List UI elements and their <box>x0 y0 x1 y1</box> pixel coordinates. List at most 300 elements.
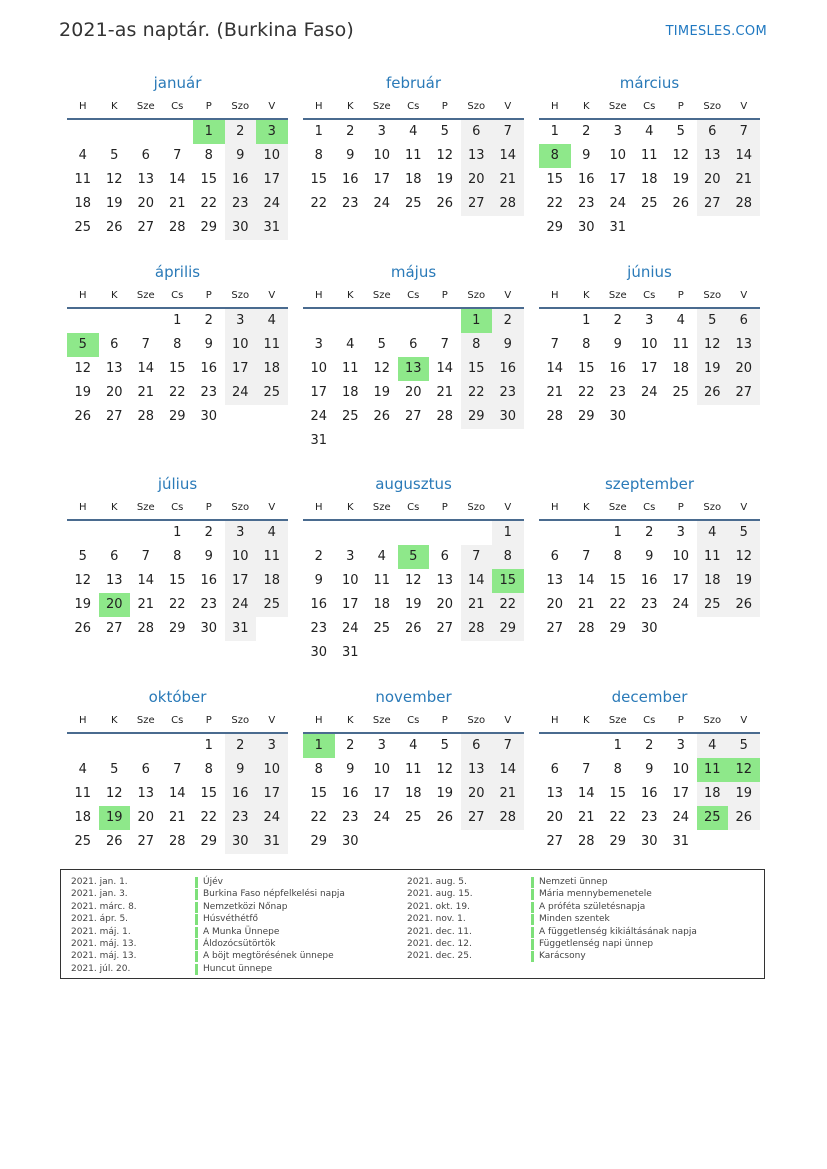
month-10 <box>67 686 288 854</box>
day-cell: 30 <box>577 220 595 235</box>
day-cell: 28 <box>168 834 186 849</box>
day-cell: 24 <box>373 810 391 825</box>
weekday-label: Sze <box>608 290 627 301</box>
weekday-label: Cs <box>407 290 420 301</box>
day-cell: 2 <box>204 313 213 328</box>
day-cell: 18 <box>404 786 422 801</box>
day-cell: 4 <box>645 124 654 139</box>
day-cell: 7 <box>582 549 591 564</box>
legend-holiday-name: A Munka Ünnepe <box>203 926 280 937</box>
day-cell: 27 <box>461 806 493 830</box>
day-cell: 13 <box>436 573 454 588</box>
day-cell: 22 <box>609 597 627 612</box>
weekday-header <box>303 96 524 118</box>
weekday-header <box>539 497 760 519</box>
day-cell: 28 <box>577 834 595 849</box>
legend-item <box>71 938 345 950</box>
day-cell: 31 <box>256 830 288 854</box>
legend-date: 2021. aug. 15. <box>407 889 473 900</box>
day-cell: 4 <box>409 124 418 139</box>
legend-item <box>407 938 697 950</box>
empty-cell <box>67 734 99 758</box>
day-cell: 5 <box>110 762 119 777</box>
weekday-label: P <box>677 715 684 726</box>
weekday-label: K <box>346 101 354 112</box>
day-cell: 14 <box>546 361 564 376</box>
day-cell: 28 <box>546 409 564 424</box>
day-cell: 9 <box>225 144 257 168</box>
day-cell: 23 <box>200 385 218 400</box>
weekday-label: Szo <box>467 502 486 513</box>
weekday-label: H <box>78 502 87 513</box>
day-cell: 7 <box>440 337 449 352</box>
day-cell: 8 <box>204 762 213 777</box>
day-cell: 31 <box>672 834 690 849</box>
day-cell: 21 <box>492 168 524 192</box>
day-cell: 19 <box>105 196 123 211</box>
day-cell: 18 <box>672 361 690 376</box>
weekday-label: K <box>110 101 118 112</box>
day-cell: 29 <box>168 621 186 636</box>
day-grid <box>303 734 524 854</box>
weekday-label: H <box>78 715 87 726</box>
day-cell: 13 <box>105 573 123 588</box>
day-cell: 1 <box>173 313 182 328</box>
day-cell: 15 <box>310 172 328 187</box>
day-cell: 26 <box>105 220 123 235</box>
weekday-label: Sze <box>136 290 155 301</box>
empty-cell <box>99 120 131 144</box>
legend-date: 2021. dec. 12. <box>407 938 472 949</box>
day-cell: 14 <box>492 758 524 782</box>
legend-date: 2021. aug. 5. <box>407 877 467 887</box>
month-name: szeptember <box>604 475 695 493</box>
weekday-label: V <box>504 101 512 112</box>
day-cell: 8 <box>314 762 323 777</box>
day-cell: 19 <box>728 569 760 593</box>
holiday-day: 25 <box>697 806 729 830</box>
empty-cell <box>429 309 461 333</box>
weekday-label: K <box>110 290 118 301</box>
day-grid <box>67 734 288 854</box>
day-cell: 20 <box>546 810 564 825</box>
empty-cell <box>162 734 194 758</box>
empty-cell <box>162 120 194 144</box>
day-cell: 22 <box>609 810 627 825</box>
day-cell: 30 <box>225 216 257 240</box>
day-cell: 29 <box>200 220 218 235</box>
day-cell: 5 <box>728 521 760 545</box>
day-cell: 17 <box>341 597 359 612</box>
weekday-header <box>67 710 288 732</box>
day-cell: 29 <box>609 834 627 849</box>
weekday-label: V <box>504 715 512 726</box>
day-cell: 25 <box>74 220 92 235</box>
day-cell: 6 <box>461 734 493 758</box>
day-cell: 30 <box>492 405 524 429</box>
day-cell: 1 <box>613 738 622 753</box>
day-cell: 28 <box>577 621 595 636</box>
day-cell: 13 <box>137 172 155 187</box>
day-cell: 19 <box>74 385 92 400</box>
legend-holiday-name: A próféta születésnapja <box>539 901 646 912</box>
day-cell: 15 <box>200 786 218 801</box>
day-cell: 10 <box>341 573 359 588</box>
weekday-label: P <box>441 101 448 112</box>
month-name: július <box>157 475 198 493</box>
legend-item <box>407 913 697 925</box>
legend-marker <box>195 927 198 938</box>
day-cell: 27 <box>137 220 155 235</box>
legend-marker <box>195 889 198 900</box>
day-cell: 22 <box>200 810 218 825</box>
day-grid <box>67 120 288 240</box>
day-cell: 15 <box>168 573 186 588</box>
legend-holiday-name: Függetlenség napi ünnep <box>539 938 654 949</box>
day-cell: 16 <box>341 172 359 187</box>
day-cell: 26 <box>728 593 760 617</box>
day-cell: 22 <box>577 385 595 400</box>
day-cell: 7 <box>582 762 591 777</box>
weekday-label: Szo <box>703 502 722 513</box>
day-cell: 11 <box>74 172 92 187</box>
day-cell: 12 <box>404 573 422 588</box>
day-cell: 26 <box>74 621 92 636</box>
day-cell: 21 <box>137 597 155 612</box>
month-name: november <box>375 688 452 706</box>
day-cell: 21 <box>436 385 454 400</box>
empty-cell <box>539 521 571 545</box>
month-2 <box>303 72 524 216</box>
legend-item <box>407 901 697 913</box>
day-cell: 19 <box>404 597 422 612</box>
legend-marker <box>195 902 198 913</box>
month-12 <box>539 686 760 854</box>
day-cell: 19 <box>436 786 454 801</box>
day-cell: 3 <box>346 549 355 564</box>
day-cell: 10 <box>256 144 288 168</box>
day-cell: 6 <box>141 762 150 777</box>
weekday-label: Cs <box>643 715 656 726</box>
day-cell: 17 <box>373 786 391 801</box>
legend-date: 2021. júl. 20. <box>71 963 131 974</box>
day-cell: 12 <box>436 148 454 163</box>
day-cell: 15 <box>310 786 328 801</box>
day-cell: 13 <box>461 758 493 782</box>
day-cell: 9 <box>492 333 524 357</box>
month-name: január <box>153 74 202 92</box>
legend-holiday-name: Áldozócsütörtök <box>203 938 276 949</box>
day-cell: 10 <box>609 148 627 163</box>
day-cell: 17 <box>672 786 690 801</box>
day-cell: 3 <box>225 521 257 545</box>
day-cell: 16 <box>609 361 627 376</box>
day-cell: 24 <box>373 196 391 211</box>
legend-holiday-name: Újév <box>203 877 223 887</box>
day-cell: 28 <box>728 192 760 216</box>
day-cell: 12 <box>105 172 123 187</box>
day-cell: 13 <box>105 361 123 376</box>
day-cell: 4 <box>697 734 729 758</box>
weekday-header <box>67 96 288 118</box>
day-cell: 1 <box>613 525 622 540</box>
day-cell: 11 <box>256 333 288 357</box>
day-cell: 22 <box>310 810 328 825</box>
day-cell: 5 <box>377 337 386 352</box>
day-cell: 6 <box>550 762 559 777</box>
empty-cell <box>571 521 603 545</box>
legend-date: 2021. dec. 25. <box>407 951 472 962</box>
legend-date: 2021. dec. 11. <box>407 926 472 937</box>
day-cell: 31 <box>225 617 257 641</box>
holiday-day: 13 <box>398 357 430 381</box>
day-cell: 31 <box>256 216 288 240</box>
day-cell: 2 <box>346 124 355 139</box>
day-cell: 23 <box>341 196 359 211</box>
day-cell: 22 <box>310 196 328 211</box>
day-grid <box>67 309 288 429</box>
day-grid <box>303 120 524 216</box>
day-cell: 7 <box>492 120 524 144</box>
month-9 <box>539 473 760 641</box>
day-cell: 25 <box>404 810 422 825</box>
day-cell: 16 <box>341 786 359 801</box>
month-8 <box>303 473 524 665</box>
holiday-day: 20 <box>99 593 131 617</box>
empty-cell <box>335 521 367 545</box>
day-cell: 7 <box>461 545 493 569</box>
day-cell: 16 <box>577 172 595 187</box>
day-cell: 11 <box>256 545 288 569</box>
day-cell: 25 <box>74 834 92 849</box>
day-cell: 4 <box>697 521 729 545</box>
day-cell: 18 <box>697 569 729 593</box>
weekday-label: H <box>314 101 323 112</box>
day-cell: 30 <box>341 834 359 849</box>
day-cell: 4 <box>78 148 87 163</box>
day-cell: 3 <box>676 525 685 540</box>
day-grid <box>539 521 760 641</box>
weekday-label: V <box>268 502 276 513</box>
day-cell: 2 <box>314 549 323 564</box>
day-cell: 10 <box>373 762 391 777</box>
month-name: augusztus <box>375 475 452 493</box>
day-cell: 24 <box>256 806 288 830</box>
weekday-label: P <box>441 290 448 301</box>
day-cell: 17 <box>373 172 391 187</box>
legend-holiday-name: Húsvéthétfő <box>203 914 258 925</box>
day-cell: 16 <box>200 573 218 588</box>
day-cell: 14 <box>137 573 155 588</box>
day-cell: 28 <box>137 409 155 424</box>
empty-cell <box>99 309 131 333</box>
holiday-day: 5 <box>398 545 430 569</box>
weekday-label: H <box>550 290 559 301</box>
weekday-label: P <box>205 502 212 513</box>
weekday-label: Sze <box>608 502 627 513</box>
day-cell: 12 <box>436 762 454 777</box>
day-cell: 28 <box>168 220 186 235</box>
day-cell: 24 <box>609 196 627 211</box>
day-cell: 29 <box>461 405 493 429</box>
day-cell: 6 <box>550 549 559 564</box>
day-cell: 24 <box>225 593 257 617</box>
day-cell: 31 <box>609 220 627 235</box>
day-cell: 6 <box>110 549 119 564</box>
day-cell: 12 <box>728 545 760 569</box>
day-cell: 26 <box>672 196 690 211</box>
legend-item <box>407 876 697 888</box>
day-cell: 25 <box>640 196 658 211</box>
day-cell: 8 <box>492 545 524 569</box>
day-cell: 15 <box>168 361 186 376</box>
empty-cell <box>130 309 162 333</box>
weekday-label: P <box>441 502 448 513</box>
day-cell: 31 <box>310 433 328 448</box>
day-cell: 5 <box>697 309 729 333</box>
day-cell: 20 <box>461 782 493 806</box>
day-cell: 23 <box>200 597 218 612</box>
day-cell: 9 <box>204 549 213 564</box>
legend-holiday-name: Nemzetközi Nőnap <box>203 901 288 912</box>
day-cell: 7 <box>173 762 182 777</box>
day-cell: 10 <box>672 762 690 777</box>
day-cell: 30 <box>200 409 218 424</box>
day-cell: 20 <box>697 168 729 192</box>
day-cell: 27 <box>728 381 760 405</box>
day-cell: 2 <box>613 313 622 328</box>
day-grid <box>539 120 760 240</box>
day-cell: 28 <box>492 192 524 216</box>
day-cell: 22 <box>168 385 186 400</box>
day-grid <box>539 309 760 429</box>
day-grid <box>67 521 288 641</box>
day-cell: 9 <box>346 148 355 163</box>
day-cell: 6 <box>461 120 493 144</box>
day-cell: 31 <box>341 645 359 660</box>
weekday-label: Sze <box>372 101 391 112</box>
brand-link[interactable]: TIMESLES.COM <box>665 24 767 39</box>
day-cell: 4 <box>256 521 288 545</box>
weekday-label: H <box>78 101 87 112</box>
day-cell: 19 <box>436 172 454 187</box>
day-cell: 28 <box>137 621 155 636</box>
legend-marker <box>531 939 534 950</box>
legend-item <box>71 913 345 925</box>
weekday-label: Cs <box>171 101 184 112</box>
day-cell: 23 <box>310 621 328 636</box>
day-cell: 29 <box>200 834 218 849</box>
day-cell: 2 <box>204 525 213 540</box>
weekday-label: Sze <box>608 715 627 726</box>
weekday-header <box>303 497 524 519</box>
empty-cell <box>130 734 162 758</box>
weekday-label: H <box>550 101 559 112</box>
day-cell: 23 <box>640 810 658 825</box>
day-cell: 18 <box>373 597 391 612</box>
day-cell: 13 <box>546 786 564 801</box>
day-cell: 21 <box>728 168 760 192</box>
day-cell: 18 <box>341 385 359 400</box>
weekday-label: Sze <box>136 502 155 513</box>
day-cell: 7 <box>728 120 760 144</box>
weekday-label: Sze <box>136 715 155 726</box>
day-cell: 3 <box>645 313 654 328</box>
month-name: május <box>390 263 437 281</box>
weekday-label: Cs <box>643 101 656 112</box>
day-cell: 17 <box>225 357 257 381</box>
legend-item <box>407 926 697 938</box>
holiday-day: 1 <box>461 309 493 333</box>
holiday-day: 15 <box>492 569 524 593</box>
legend-date: 2021. jan. 3. <box>71 889 128 900</box>
day-cell: 28 <box>461 617 493 641</box>
weekday-label: H <box>550 715 559 726</box>
holiday-day: 12 <box>728 758 760 782</box>
day-cell: 5 <box>78 549 87 564</box>
legend-marker <box>531 889 534 900</box>
month-4 <box>67 261 288 429</box>
month-3 <box>539 72 760 240</box>
day-cell: 18 <box>697 782 729 806</box>
day-cell: 5 <box>440 124 449 139</box>
day-cell: 4 <box>377 549 386 564</box>
day-cell: 29 <box>168 409 186 424</box>
day-cell: 1 <box>550 124 559 139</box>
weekday-label: Sze <box>372 502 391 513</box>
legend-date: 2021. márc. 8. <box>71 901 137 912</box>
day-cell: 8 <box>204 148 213 163</box>
weekday-label: V <box>740 502 748 513</box>
day-cell: 13 <box>461 144 493 168</box>
weekday-label: K <box>582 502 590 513</box>
day-cell: 10 <box>373 148 391 163</box>
day-cell: 21 <box>137 385 155 400</box>
month-7 <box>67 473 288 641</box>
empty-cell <box>398 309 430 333</box>
day-cell: 20 <box>105 385 123 400</box>
legend-marker <box>531 914 534 925</box>
weekday-label: Cs <box>171 502 184 513</box>
weekday-label: Szo <box>703 290 722 301</box>
weekday-header <box>539 96 760 118</box>
legend-date: 2021. okt. 19. <box>407 901 470 912</box>
day-cell: 14 <box>461 569 493 593</box>
day-cell: 3 <box>676 738 685 753</box>
day-cell: 24 <box>225 381 257 405</box>
holiday-legend <box>60 869 765 979</box>
day-cell: 25 <box>672 385 690 400</box>
empty-cell <box>539 734 571 758</box>
day-cell: 1 <box>204 738 213 753</box>
weekday-label: K <box>110 715 118 726</box>
day-cell: 26 <box>436 196 454 211</box>
weekday-label: V <box>268 715 276 726</box>
empty-cell <box>571 734 603 758</box>
weekday-label: Sze <box>136 101 155 112</box>
legend-item <box>71 963 345 975</box>
legend-item <box>71 926 345 938</box>
day-cell: 27 <box>546 834 564 849</box>
day-cell: 2 <box>346 738 355 753</box>
day-cell: 15 <box>200 172 218 187</box>
day-cell: 3 <box>613 124 622 139</box>
month-5 <box>303 261 524 453</box>
day-cell: 3 <box>314 337 323 352</box>
legend-marker <box>195 877 198 888</box>
day-cell: 19 <box>74 597 92 612</box>
day-cell: 12 <box>74 573 92 588</box>
